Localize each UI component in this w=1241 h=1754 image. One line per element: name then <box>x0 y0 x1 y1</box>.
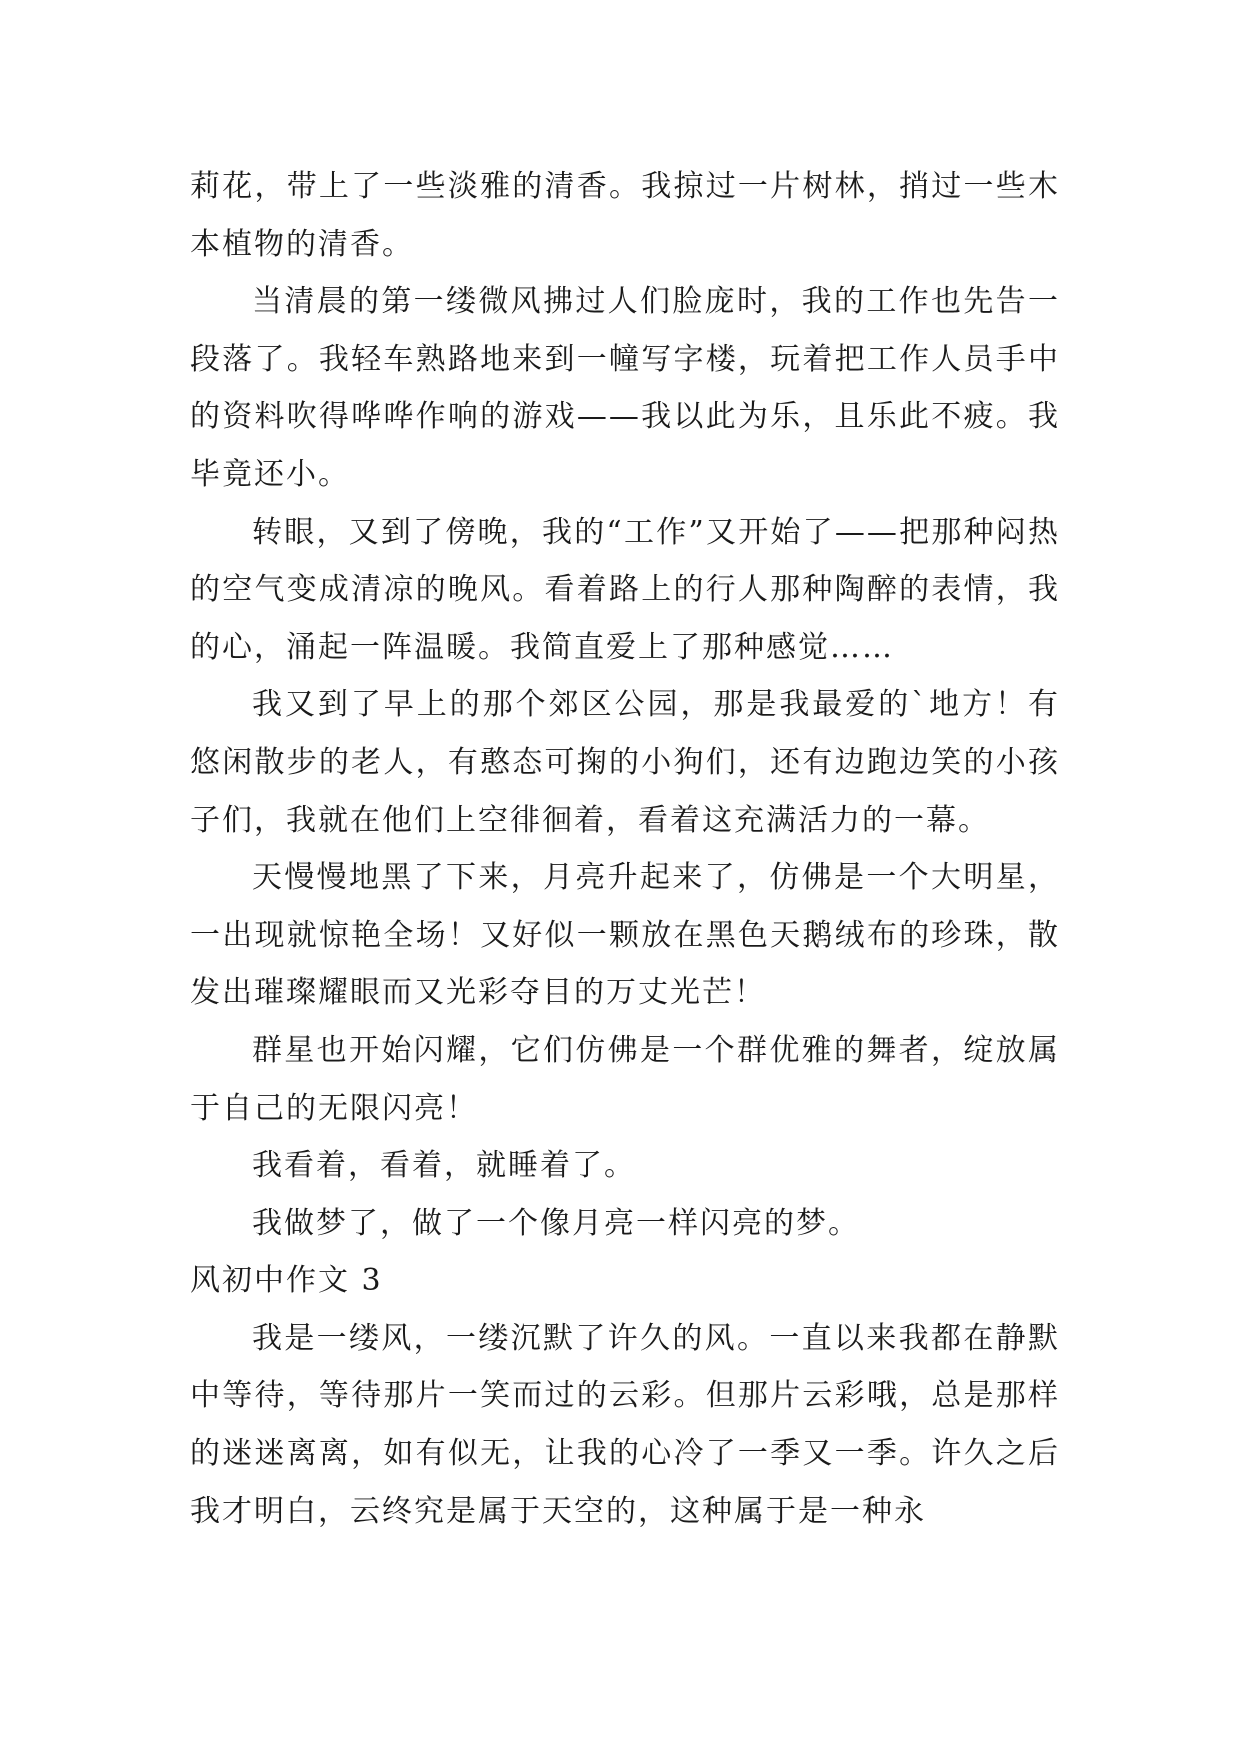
paragraph: 群星也开始闪耀，它们仿佛是一个群优雅的舞者，绽放属于自己的无限闪亮！ <box>190 1032 1060 1126</box>
paragraph: 我看着，看着，就睡着了。 <box>252 1148 636 1184</box>
document-body <box>190 158 1060 1540</box>
paragraph: 天慢慢地黑了下来，月亮升起来了，仿佛是一个大明星，一出现就惊艳全场！又好似一颗放在黑色天鹅绒布的珍珠，散发出璀璨耀眼而又光彩夺目的万丈光芒！ <box>190 860 1060 1011</box>
section-heading: 风初中作文 3 <box>190 1263 383 1299</box>
paragraph: 我又到了早上的那个郊区公园，那是我最爱的`地方！有悠闲散步的老人，有憨态可掬的小狗们，还有边跑边笑的小孩子们，我就在他们上空徘徊着，看着这充满活力的一幕。 <box>190 687 1060 838</box>
paragraph: 转眼，又到了傍晚，我的“工作”又开始了——把那种闷热的空气变成清凉的晚风。看着路上的行人那种陶醉的表情，我的心，涌起一阵温暖。我简直爱上了那种感觉…… <box>190 514 1060 665</box>
paragraph: 莉花，带上了一些淡雅的清香。我掠过一片树林，捎过一些木本植物的清香。 <box>190 169 1060 262</box>
paragraph: 我是一缕风，一缕沉默了许久的风。一直以来我都在静默中等待，等待那片一笑而过的云彩。但那片云彩哦，总是那样的迷迷离离，如有似无，让我的心冷了一季又一季。许久之后我才明白，云终究是属于天空的，这种属于是一种永 <box>190 1320 1060 1529</box>
paragraph: 当清晨的第一缕微风拂过人们脸庞时，我的工作也先告一段落了。我轻车熟路地来到一幢写字楼，玩着把工作人员手中的资料吹得哗哗作响的游戏——我以此为乐，且乐此不疲。我毕竟还小。 <box>190 284 1060 492</box>
paragraph: 我做梦了，做了一个像月亮一样闪亮的梦。 <box>252 1205 860 1241</box>
